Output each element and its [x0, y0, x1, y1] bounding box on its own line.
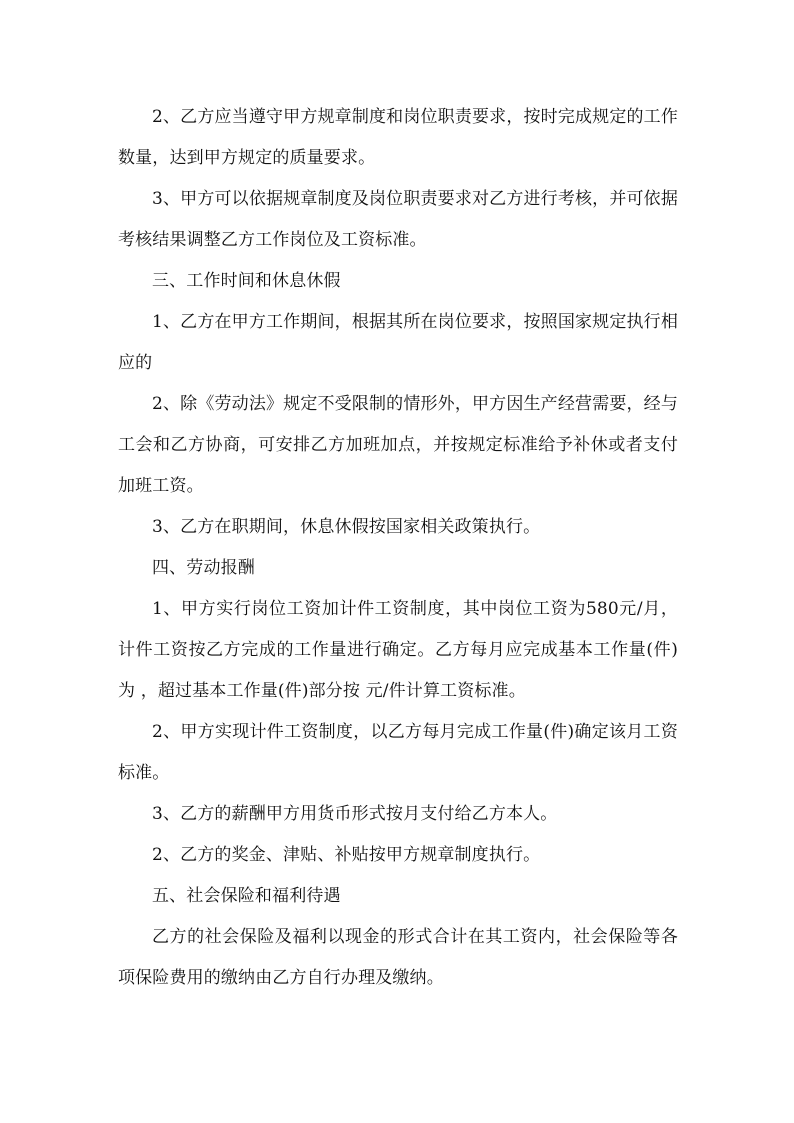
clause-1-wage-system: 1、甲方实行岗位工资加计件工资制度，其中岗位工资为580元/月，计件工资按乙方完成的工作量进行确定。乙方每月应完成基本工作量(件)为 ，超过基本工作量(件)部分按 元/件计算工资标准。	[118, 599, 678, 701]
clause-3-assessment: 3、甲方可以依据规章制度及岗位职责要求对乙方进行考核，并可依据考核结果调整乙方工作岗位及工资标准。	[118, 189, 678, 250]
clause-1-work-hours: 1、乙方在甲方工作期间，根据其所在岗位要求，按照国家规定执行相应的	[118, 312, 678, 373]
section-heading-work-hours: 三、工作时间和休息休假	[152, 271, 341, 291]
clause-2-piecework: 2、甲方实现计件工资制度，以乙方每月完成工作量(件)确定该月工资标准。	[118, 722, 678, 783]
clause-3-leave: 3、乙方在职期间，休息休假按国家相关政策执行。	[152, 517, 541, 537]
section-heading-remuneration: 四、劳动报酬	[152, 558, 255, 578]
document-body	[118, 97, 678, 999]
clause-insurance: 乙方的社会保险及福利以现金的形式合计在其工资内，社会保险等各项保险费用的缴纳由乙方自行办理及缴纳。	[118, 927, 678, 988]
clause-2-compliance: 2、乙方应当遵守甲方规章制度和岗位职责要求，按时完成规定的工作数量，达到甲方规定的质量要求。	[118, 107, 678, 168]
section-heading-insurance: 五、社会保险和福利待遇	[152, 886, 341, 906]
clause-2-overtime: 2、除《劳动法》规定不受限制的情形外，甲方因生产经营需要，经与工会和乙方协商，可安排乙方加班加点，并按规定标准给予补休或者支付加班工资。	[118, 394, 678, 496]
clause-2-bonus: 2、乙方的奖金、津贴、补贴按甲方规章制度执行。	[152, 845, 541, 865]
clause-3-payment: 3、乙方的薪酬甲方用货币形式按月支付给乙方本人。	[152, 804, 558, 824]
